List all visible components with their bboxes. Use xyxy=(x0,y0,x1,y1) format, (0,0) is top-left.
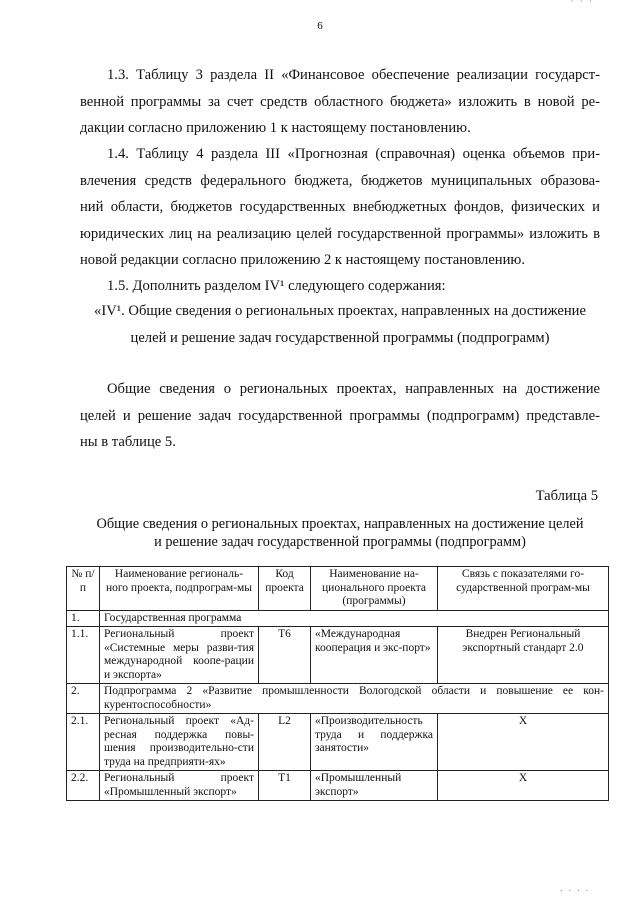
table-section-row xyxy=(67,684,609,714)
cell-national-project: «Производительность труда и поддержка занятости» xyxy=(311,714,438,771)
cell-project-code: T6 xyxy=(259,627,311,684)
paragraph-line: влечения средств федерального бюджета, бюджетов муниципальных образова- xyxy=(80,172,600,189)
cell-project-name: Региональный проект «Ад-ресная поддержка повы-шения производительно-сти труда на предприяти-ях» xyxy=(100,714,259,771)
paragraph-line: 1.5. Дополнить разделом IV¹ следующего содержания: xyxy=(107,278,446,294)
cell-project-name: Региональный проект «Системные меры разви-тия международной коопе-рации и экспорта» xyxy=(100,627,259,684)
cell-indicator-link: Х xyxy=(438,714,609,771)
paragraph-line: венной программы за счет средств областного бюджета» изложить в новой ре- xyxy=(80,93,600,110)
table-row xyxy=(67,771,609,801)
section-heading-line: «IV¹. Общие сведения о региональных проектах, направленных на достижение xyxy=(94,303,586,319)
bottom-margin-mark: . . . . xyxy=(560,883,590,893)
table-row xyxy=(67,714,609,771)
table-header-row xyxy=(67,567,609,611)
general-info-paragraph xyxy=(80,376,600,456)
top-margin-mark: · · · xyxy=(570,0,594,6)
header-indicator-link: Связь с показателями го-сударственной програм-мы xyxy=(438,567,609,611)
paragraph-line: дакции согласно приложению 1 к настоящему постановлению. xyxy=(80,120,471,136)
cell-num: 2. xyxy=(67,684,100,714)
cell-national-project: «Международная кооперация и экс-порт» xyxy=(311,627,438,684)
cell-num: 1. xyxy=(67,610,100,627)
section-heading xyxy=(70,298,610,351)
paragraph-line: ний области, бюджетов государственных внебюджетных фондов, физических и xyxy=(80,199,600,215)
cell-num: 1.1. xyxy=(67,627,100,684)
header-national-project: Наименование на-ционального проекта (программы) xyxy=(311,567,438,611)
paragraph-line: ны в таблице 5. xyxy=(80,434,176,450)
header-project-code: Код проекта xyxy=(259,567,311,611)
table-title-line: Общие сведения о региональных проектах, направленных на достижение целей xyxy=(96,516,584,532)
cell-indicator-link: Внедрен Региональный экспортный стандарт 2.0 xyxy=(438,627,609,684)
cell-project-code: T1 xyxy=(259,771,311,801)
paragraph-line: юридических лиц на реализацию целей государственной программы» изложить в xyxy=(80,225,600,242)
table-row xyxy=(67,627,609,684)
cell-num: 2.2. xyxy=(67,771,100,801)
paragraph-1-4 xyxy=(80,141,600,274)
cell-project-name: Региональный проект «Промышленный экспорт» xyxy=(100,771,259,801)
table-caption: Таблица 5 xyxy=(535,488,598,504)
section-heading-line: целей и решение задач государственной программы (подпрограмм) xyxy=(130,329,550,346)
paragraph-line: 1.3. Таблицу 3 раздела II «Финансовое обеспечение реализации государст- xyxy=(107,67,600,83)
paragraph-line: новой редакции согласно приложению 2 к настоящему постановлению. xyxy=(80,252,525,268)
cell-num: 2.1. xyxy=(67,714,100,771)
header-num: № п/п xyxy=(67,567,100,611)
paragraph-line: 1.4. Таблицу 4 раздела III «Прогнозная (справочная) оценка объемов при- xyxy=(107,146,600,162)
table-title xyxy=(70,515,610,551)
paragraph-1-5 xyxy=(80,273,600,300)
paragraph-line: целей и решение задач государственной программы (подпрограмм) представле- xyxy=(80,407,600,424)
header-project-name: Наименование региональ-ного проекта, подпрограм-мы xyxy=(100,567,259,611)
page-number: 6 xyxy=(317,20,323,32)
table-title-line: и решение задач государственной программы (подпрограмм) xyxy=(154,534,526,550)
cell-section-label: Государственная программа xyxy=(100,610,609,627)
regional-projects-table xyxy=(66,566,609,801)
table-section-row xyxy=(67,610,609,627)
cell-national-project: «Промышленный экспорт» xyxy=(311,771,438,801)
cell-project-code: L2 xyxy=(259,714,311,771)
paragraph-line: Общие сведения о региональных проектах, направленных на достижение xyxy=(107,381,600,397)
cell-indicator-link: Х xyxy=(438,771,609,801)
cell-section-label: Подпрограмма 2 «Развитие промышленности Вологодской области и повышение ее кон-курентоспособности» xyxy=(100,684,609,714)
paragraph-1-3 xyxy=(80,62,600,142)
